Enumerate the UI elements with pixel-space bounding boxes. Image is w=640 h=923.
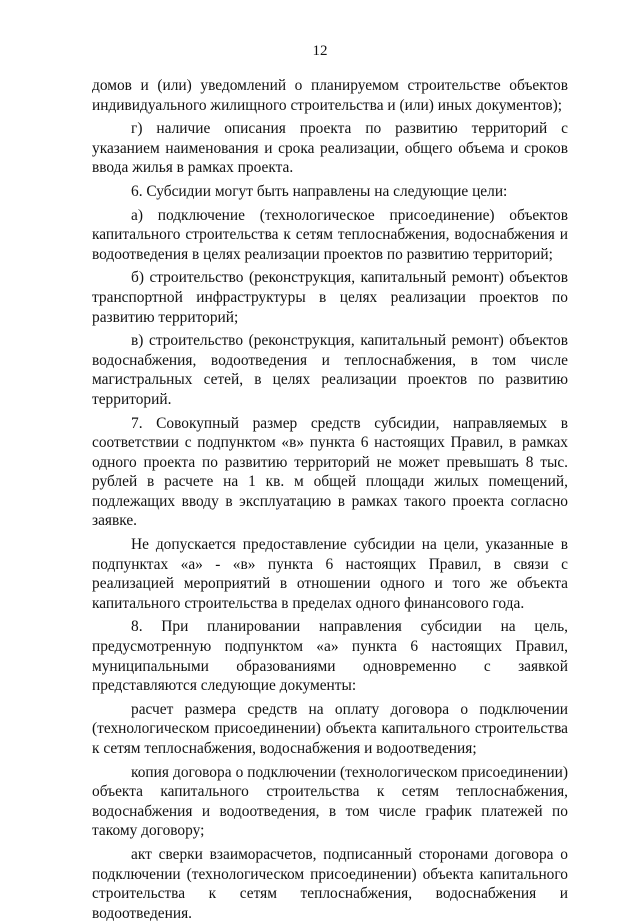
page-body (92, 76, 568, 923)
paragraph-7-note: Не допускается предоставление субсидии на цели, указанные в подпунктах «а» - «в» пункта 6 настоящих Правил, в связи с реализацией мероприятий в отношении одного и того же объекта капитального строительства в пределах одного финансового года. (92, 536, 568, 612)
paragraph-8-doc-2: копия договора о подключении (технологическом присоединении) объекта капитального строительства к сетям теплоснабжения, водоснабжения и водоотведения, в том числе график платежей по такому договору; (92, 763, 568, 840)
paragraph-6b: б) строительство (реконструкция, капитальный ремонт) объектов транспортной инфраструктуры в целях реализации проектов по развитию территорий; (92, 269, 568, 326)
paragraph-8-doc-3: акт сверки взаиморасчетов, подписанный сторонами договора о подключении (технологическом присоединении) объекта капитального строительства к сетям теплоснабжения, водоснабжения и водоотведения. (92, 845, 568, 922)
page-number: 12 (312, 43, 328, 59)
paragraph-8: 8. При планировании направления субсидии на цель, предусмотренную подпунктом «а» пункта 6 настоящих Правил, муниципальными образованиями одновременно с заявкой представляются следующие документы: (92, 618, 568, 695)
paragraph-item-g: г) наличие описания проекта по развитию территорий с указанием наименования и срока реализации, общего объема и сроков ввода жилья в рамках проекта. (92, 120, 568, 177)
paragraph-6a: а) подключение (технологическое присоединение) объектов капитального строительства к сетям теплоснабжения, водоснабжения и водоотведения в целях реализации проектов по развитию территорий; (92, 206, 568, 263)
paragraph-continuation: домов и (или) уведомлений о планируемом строительстве объектов индивидуального жилищного строительства и (или) иных документов); (92, 77, 568, 114)
paragraph-6v: в) строительство (реконструкция, капитальный ремонт) объектов водоснабжения, водоотведения и теплоснабжения, в том числе магистральных сетей, в целях реализации проектов по развитию территорий. (92, 332, 568, 408)
paragraph-7: 7. Совокупный размер средств субсидии, направляемых в соответствии с подпунктом «в» пункта 6 настоящих Правил, в рамках одного проекта по развитию территорий не может превышать 8 тыс. рублей в расчете на 1 кв. м общей площади жилых помещений, подлежащих вводу в эксплуатацию в рамках такого проекта согласно заявке. (92, 414, 568, 530)
paragraph-8-doc-1: расчет размера средств на оплату договора о подключении (технологическом присоединении) объекта капитального строительства к сетям теплоснабжения, водоснабжения и водоотведения; (92, 700, 568, 757)
paragraph-6: 6. Субсидии могут быть направлены на следующие цели: (131, 182, 508, 200)
